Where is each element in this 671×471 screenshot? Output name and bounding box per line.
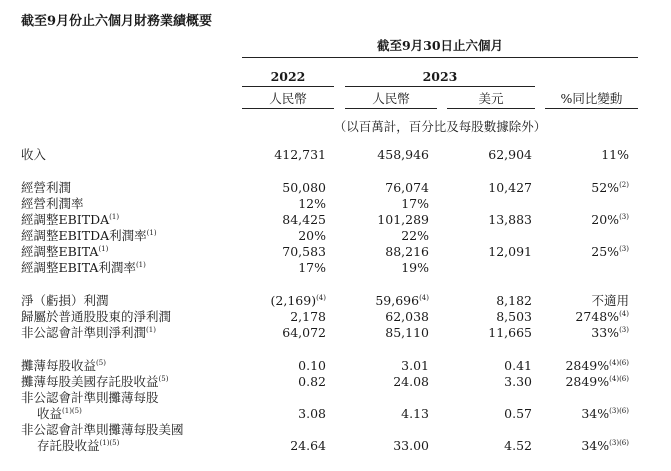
row-label: 攤薄每股收益$^{(5)}$ (21, 358, 106, 373)
footnote-marker: (1) (135, 261, 146, 269)
value-2023-usd: 0.41 (504, 358, 532, 373)
value-2023-rmb: 33.00 (393, 438, 429, 453)
footnote-marker: (4) (316, 294, 326, 302)
footnote-marker: (4) (419, 294, 429, 302)
footnote-marker: (1) (146, 326, 156, 334)
value-2022-rmb: 70,583 (282, 244, 326, 259)
value-2023-usd: 3.30 (504, 374, 532, 389)
row-label-continued: 存託股收益$^{(1)(5)}$ (37, 438, 120, 453)
header-rule (242, 57, 638, 58)
value-2022-rmb: 0.10 (298, 358, 326, 373)
value-yoy-change: 34%$^{(3)(6)}$ (581, 406, 629, 421)
value-2023-rmb: 24.08 (393, 374, 429, 389)
row-label: 非公認會計準則攤薄每股美國 (21, 422, 184, 437)
footnote-marker: (4) (619, 310, 629, 318)
footnote-marker: (5) (96, 359, 106, 367)
value-2022-rmb: 24.64 (290, 438, 326, 453)
table-row (0, 374, 671, 390)
value-yoy-change: 52%$^{(2)}$ (591, 180, 629, 195)
value-2023-usd: 4.52 (504, 438, 532, 453)
footnote-marker: (1)(5) (62, 407, 82, 415)
footnote-marker: (5) (158, 375, 169, 383)
value-2023-rmb: 4.13 (401, 406, 429, 421)
value-2023-rmb: 17% (401, 196, 429, 211)
table-row (0, 293, 671, 309)
table-row (0, 260, 671, 276)
value-2023-usd: 8,503 (496, 309, 532, 324)
value-yoy-change: 25%$^{(3)}$ (591, 244, 629, 259)
value-2022-rmb: 84,425 (282, 212, 326, 227)
row-label-continued: 收益$^{(1)(5)}$ (37, 406, 82, 421)
footnote-marker: (3) (619, 213, 629, 221)
table-row (0, 422, 671, 438)
value-2023-rmb: 19% (401, 260, 429, 275)
table-row (0, 390, 671, 406)
table-row (0, 196, 671, 212)
value-2022-rmb: 3.08 (298, 406, 326, 421)
row-label: 經調整EBITDA利潤率$^{(1)}$ (21, 228, 157, 243)
table-row (0, 358, 671, 374)
value-2022-rmb: $(2,169)^{(4)}$ (270, 293, 326, 308)
value-2023-usd: 0.57 (504, 406, 532, 421)
value-2022-rmb: 2,178 (290, 309, 326, 324)
footnote-marker: (3) (619, 245, 629, 253)
table-row (0, 244, 671, 260)
row-label: 經調整EBITDA$^{(1)}$ (21, 212, 120, 227)
year-2023-header: 2023 (422, 69, 458, 84)
footnote-marker: (3) (619, 326, 629, 334)
table-row (0, 325, 671, 341)
report-title: 截至9月份止六個月財務業績概要 (21, 14, 213, 29)
value-yoy-change: 不適用 (591, 293, 629, 308)
row-label: 經營利潤 (21, 180, 72, 195)
value-2023-usd: 62,904 (488, 147, 532, 162)
value-2022-rmb: 0.82 (298, 374, 326, 389)
period-header: 截至9月30日止六個月 (376, 38, 504, 53)
value-2023-rmb: 62,038 (385, 309, 429, 324)
value-2023-rmb: 88,216 (385, 244, 429, 259)
row-label: 淨（虧損）利潤 (21, 293, 109, 308)
year-2023-rule (345, 86, 535, 87)
row-label: 攤薄每股美國存託股收益$^{(5)}$ (21, 374, 169, 389)
yoy-change-header: %同比變動 (560, 91, 623, 106)
footnote-marker: (1) (146, 229, 157, 237)
value-yoy-change: 34%$^{(3)(6)}$ (581, 438, 629, 453)
footnote-marker: (1) (109, 213, 120, 221)
value-yoy-change: 20%$^{(3)}$ (591, 212, 629, 227)
col-rule-1 (242, 108, 334, 109)
value-yoy-change: 11% (601, 147, 629, 162)
table-row (0, 228, 671, 244)
col-rule-4 (545, 108, 638, 109)
year-2022-rule (242, 86, 334, 87)
value-2023-usd: 13,883 (488, 212, 532, 227)
row-label: 收入 (21, 147, 47, 162)
value-2023-rmb: 3.01 (401, 358, 429, 373)
table-row-continued (0, 406, 671, 422)
row-label: 非公認會計準則淨利潤$^{(1)}$ (21, 325, 156, 340)
value-yoy-change: 2849%$^{(4)(6)}$ (565, 358, 629, 373)
footnote-marker: (4)(6) (609, 359, 629, 367)
row-label: 歸屬於普通股股東的淨利潤 (21, 309, 172, 324)
footnote-marker: (4)(6) (609, 375, 629, 383)
table-row (0, 147, 671, 163)
value-2023-rmb: 22% (401, 228, 429, 243)
table-row (0, 180, 671, 196)
col-rule-3 (447, 108, 535, 109)
value-2023-usd: 11,665 (488, 325, 532, 340)
value-2022-rmb: 412,731 (274, 147, 326, 162)
value-2023-rmb: 458,946 (377, 147, 429, 162)
footnote-marker: (1) (98, 245, 109, 253)
value-2022-rmb: 64,072 (282, 325, 326, 340)
row-label: 經營利潤率 (21, 196, 84, 211)
footnote-marker: (3)(6) (609, 407, 629, 415)
value-2022-rmb: 50,080 (282, 180, 326, 195)
units-note: （以百萬計，百分比及每股數據除外） (333, 119, 547, 134)
value-2023-rmb: 85,110 (385, 325, 429, 340)
value-2023-usd: 10,427 (488, 180, 532, 195)
row-label: 非公認會計準則攤薄每股 (21, 390, 159, 405)
currency-usd: 美元 (478, 91, 504, 106)
footnote-marker: (3)(6) (609, 439, 629, 447)
currency-rmb-2023: 人民幣 (372, 91, 410, 106)
col-rule-2 (345, 108, 437, 109)
value-yoy-change: 2748%$^{(4)}$ (575, 309, 629, 324)
value-yoy-change: 2849%$^{(4)(6)}$ (565, 374, 629, 389)
footnote-marker: (2) (619, 181, 629, 189)
value-2023-rmb: 76,074 (385, 180, 429, 195)
footnote-marker: (1)(5) (99, 439, 120, 447)
table-row-continued (0, 438, 671, 454)
value-2023-usd: 12,091 (488, 244, 532, 259)
value-2022-rmb: 20% (298, 228, 326, 243)
row-label: 經調整EBITA利潤率$^{(1)}$ (21, 260, 146, 275)
value-yoy-change: 33%$^{(3)}$ (591, 325, 629, 340)
table-row (0, 212, 671, 228)
year-2022-header: 2022 (270, 69, 306, 84)
value-2023-usd: 8,182 (496, 293, 532, 308)
value-2022-rmb: 12% (298, 196, 326, 211)
currency-rmb-2022: 人民幣 (269, 91, 307, 106)
value-2023-rmb: 101,289 (377, 212, 429, 227)
row-label: 經調整EBITA$^{(1)}$ (21, 244, 109, 259)
value-2022-rmb: 17% (298, 260, 326, 275)
table-row (0, 309, 671, 325)
value-2023-rmb: 59,696$^{(4)}$ (375, 293, 429, 308)
